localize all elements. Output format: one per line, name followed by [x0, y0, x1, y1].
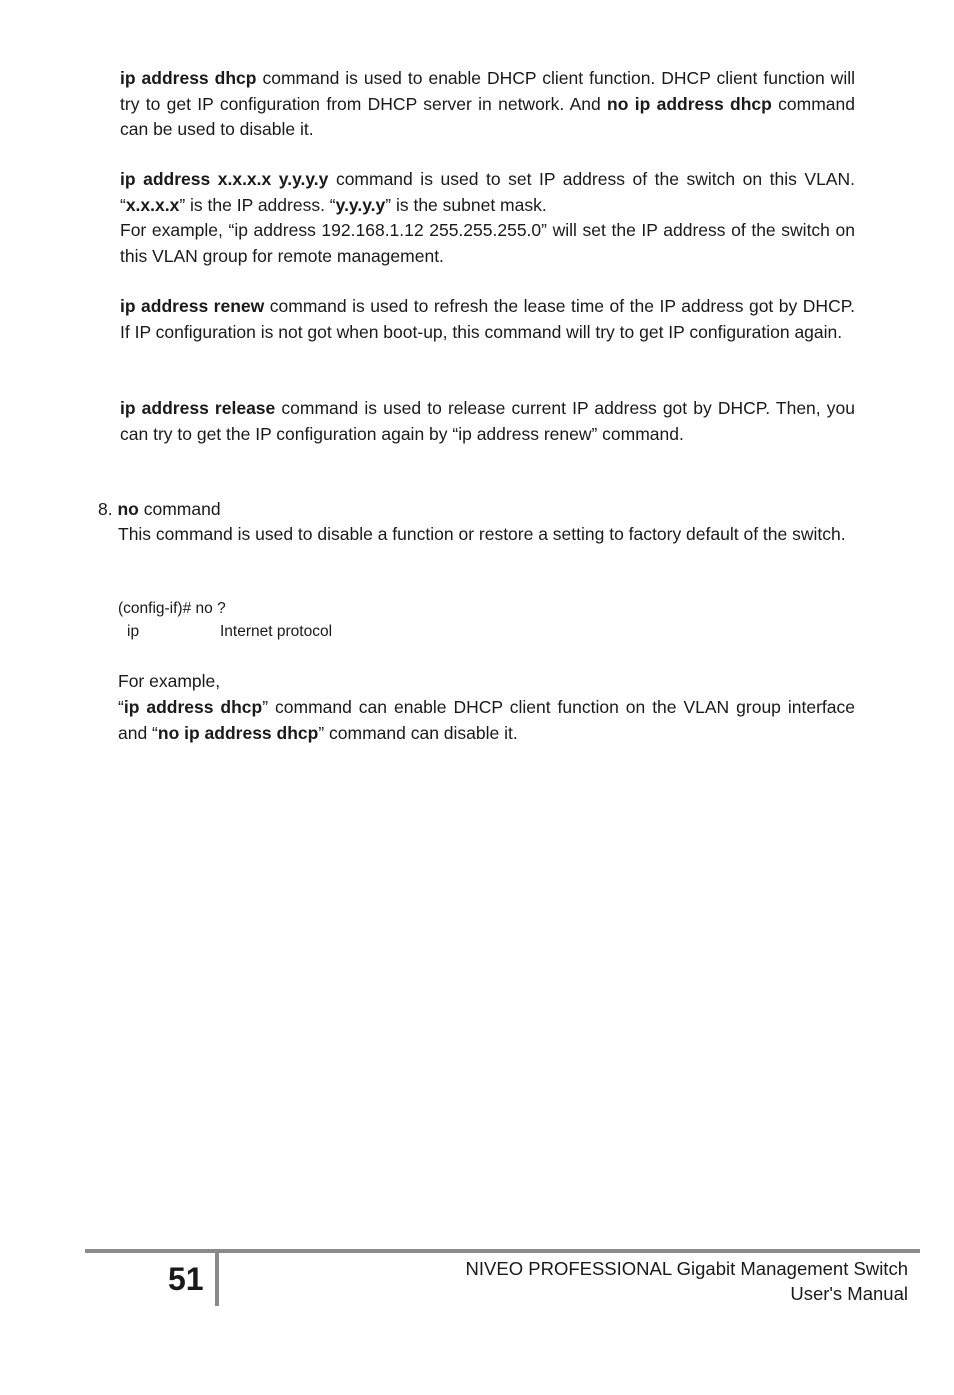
bold-term: ip address x.x.x.x y.y.y.y [120, 169, 329, 189]
text-run: ” command can enable DHCP client function on the VLAN group interface and “ [118, 697, 855, 743]
text-run: command is used to enable DHCP client function. DHCP client function will try to get IP configuration from DHCP server in network. And [120, 68, 855, 114]
cli-prompt: (config-if)# no ? [118, 600, 226, 617]
item-description: This command is used to disable a function or restore a setting to factory default of the switch. [118, 524, 846, 544]
bold-term: ip address dhcp [123, 697, 263, 717]
list-item-heading [98, 497, 221, 523]
text-run: ” is the IP address. “ [179, 194, 336, 215]
text-run: ” is the subnet mask. [385, 194, 547, 215]
footer-rule [85, 1249, 920, 1253]
text-run: command is used to release current IP address got by DHCP. Then, you can try to get the IP configuration again by “ip address renew” command. [120, 398, 856, 444]
bold-term: no ip address dhcp [157, 722, 319, 743]
bold-term: x.x.x.x [125, 194, 180, 215]
bold-term: ip address release [120, 398, 276, 418]
paragraph-ip-address-static [120, 167, 855, 269]
bold-term: ip address renew [120, 296, 265, 316]
footer-title-line2: User's Manual [790, 1283, 908, 1304]
cli-option-description: Internet protocol [220, 623, 333, 640]
text-run: command can be used to disable it. [120, 93, 855, 139]
footer-divider [215, 1249, 219, 1306]
paragraph-ip-address-renew [120, 294, 855, 345]
text-run: ” command can disable it. [318, 722, 518, 743]
cli-option: ip [127, 623, 140, 640]
bold-term: ip address dhcp [120, 68, 257, 88]
example-body [118, 695, 855, 746]
item-number: 8. [98, 499, 113, 519]
quote: “ [118, 697, 124, 717]
example-sentence: For example, “ip address 192.168.1.12 255.255.255.0” will set the IP address of the switch on this VLAN group for remote management. [120, 220, 855, 266]
bold-term: no ip address dhcp [607, 93, 772, 114]
item-keyword: no [117, 499, 139, 519]
paragraph-ip-address-dhcp [120, 66, 855, 143]
paragraph-ip-address-release [120, 396, 855, 447]
text-run: command is used to refresh the lease time of the IP address got by DHCP. If IP configuration is not got when boot-up, this command will try to get IP configuration again. [120, 296, 855, 342]
footer-title [466, 1256, 908, 1306]
footer-title-line1: NIVEO PROFESSIONAL Gigabit Management Switch [465, 1258, 908, 1279]
bold-term: y.y.y.y [335, 194, 386, 215]
text-run: command is used to set IP address of the switch on this VLAN. “ [120, 169, 855, 215]
page-number: 51 [168, 1261, 204, 1297]
example-label: For example, [118, 671, 221, 691]
item-suffix: command [138, 499, 221, 519]
